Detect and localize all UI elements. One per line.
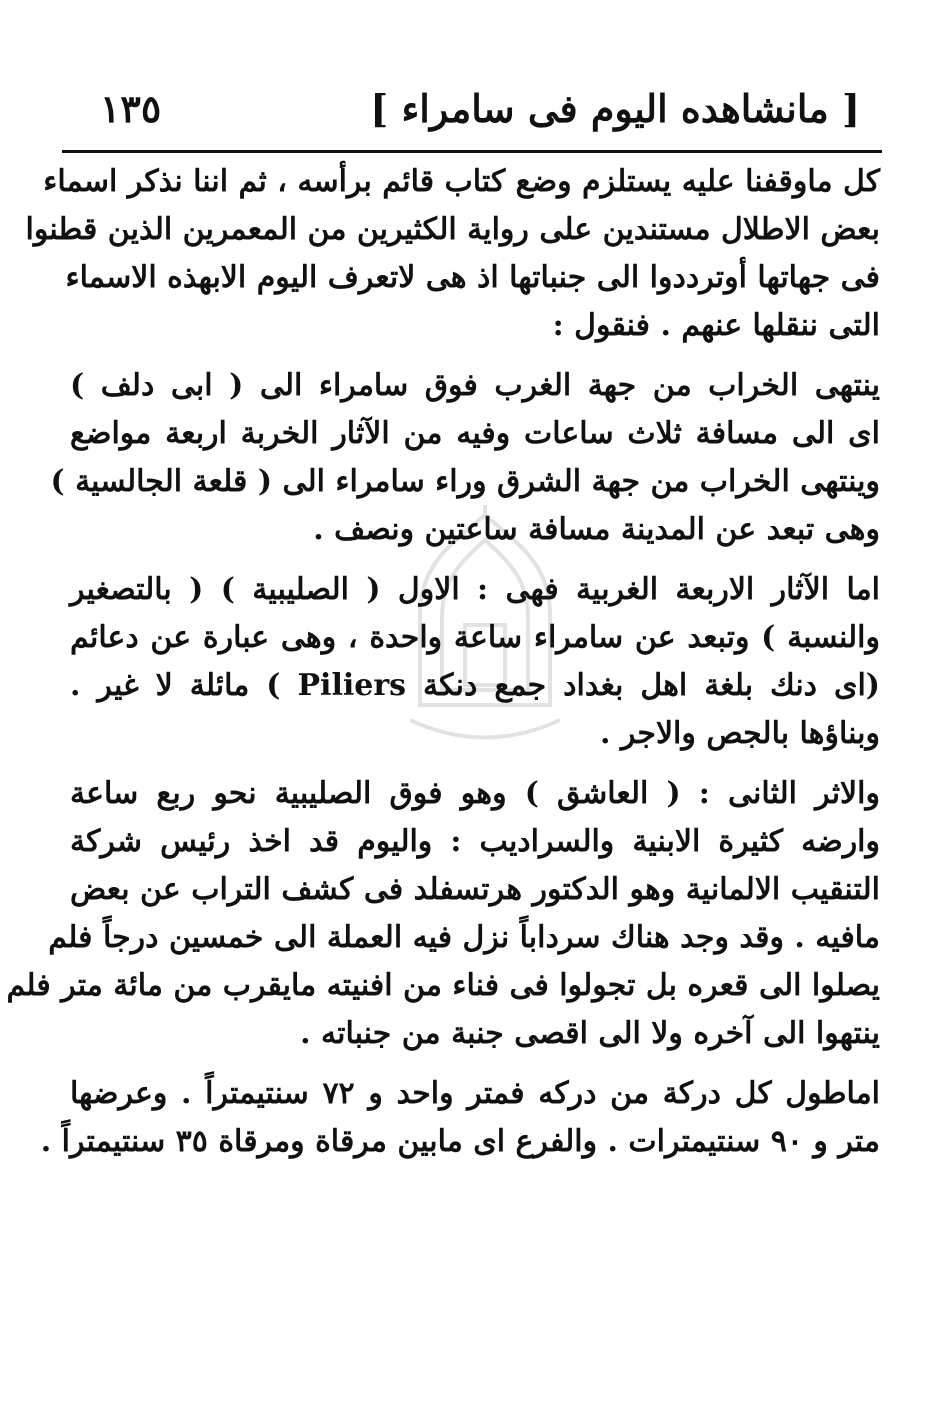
- running-title: [ مانشاهده اليوم فى سامراء ]: [370, 86, 860, 131]
- text-line: اما الآثار الاربعة الغربية فهى : الاول ( الصليبية ) ( بالتصغير: [70, 572, 880, 607]
- text-line: وارضه كثيرة الابنية والسراديب : واليوم قد اخذ رئيس شركة: [70, 824, 880, 859]
- page-header: [70, 78, 870, 138]
- text-line: بعض الاطلال مستندين على رواية الكثيرين من المعمرين الذين قطنوا: [25, 212, 880, 247]
- text-line: كل ماوقفنا عليه يستلزم وضع كتاب قائم برأسه ، ثم اننا نذكر اسماء: [43, 164, 880, 199]
- text-line: متر و ٩٠ سنتيمترات . والفرع اى مابين مرقاة ومرقاة ٣٥ سنتيمتراً .: [40, 1124, 880, 1159]
- text-line: اى الى مسافة ثلاث ساعات وفيه من الآثار الخربة اربعة مواضع: [70, 416, 880, 451]
- text-line: التنقيب الالمانية وهو الدكتور هرتسفلد فى كشف التراب عن بعض: [70, 872, 880, 907]
- text-line: ينتهوا الى آخره ولا الى اقصى جنبة من جنباته .: [300, 1016, 880, 1051]
- text-line: وبناؤها بالجص والاجر .: [599, 716, 880, 751]
- text-line: وهى تبعد عن المدينة مسافة ساعتين ونصف .: [313, 512, 880, 547]
- text-line: يصلوا الى قعره بل تجولوا فى فناء من افنيته مايقرب من مائة متر فلم: [6, 968, 880, 1003]
- text-line: ينتهى الخراب من جهة الغرب فوق سامراء الى ( ابى دلف ): [70, 368, 880, 403]
- text-line: والنسبة ) وتبعد عن سامراء ساعة واحدة ، وهى عبارة عن دعائم: [70, 620, 880, 655]
- body-text: [6, 158, 881, 1166]
- text-line: مافيه . وقد وجد هناك سرداباً نزل فيه العملة الى خمسين درجاً فلم: [48, 920, 880, 955]
- header-rule: [62, 150, 882, 153]
- text-line: التى ننقلها عنهم . فنقول :: [552, 308, 880, 343]
- text-line: اماطول كل دركة من دركه فمتر واحد و ٧٢ سنتيمتراً . وعرضها: [70, 1076, 880, 1111]
- text-line: والاثر الثانى : ( العاشق ) وهو فوق الصليبية نحو ربع ساعة: [70, 776, 880, 811]
- text-line: فى جهاتها أوترددوا الى جنباتها اذ هى لاتعرف اليوم الابهذه الاسماء: [65, 260, 880, 295]
- text-line: (اى دنك بلغة اهل بغداد جمع دنكة Piliers ) مائلة لا غير .: [70, 668, 881, 703]
- text-line: وينتهى الخراب من جهة الشرق وراء سامراء الى ( قلعة الجالسية ): [50, 464, 880, 499]
- page-number: ١٣٥: [100, 86, 162, 131]
